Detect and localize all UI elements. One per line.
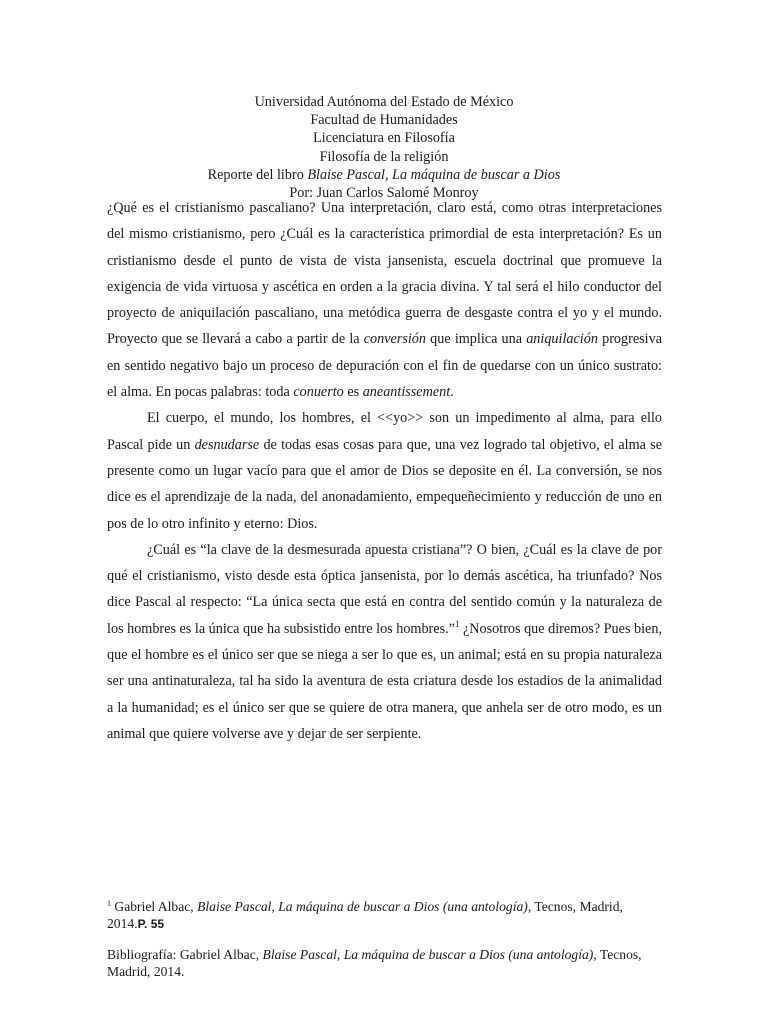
paragraph-1-italic-d: aneantissement [362,384,451,401]
paragraph-2-text-a: El cuerpo, el mundo, los hombres, el <<yo>> son un impedimento al alma, para ello Pascal pide un [107,410,662,453]
bibliography [107,946,662,980]
paragraph-1-italic-c: conuerto [293,384,344,401]
report-title [0,166,768,184]
paragraph-3-text-b: ¿Nosotros que diremos? Pues bien, que el hombre es el único ser que se niega a ser lo que es, un animal; está en su propia naturaleza ser una antinaturaleza, tal ha sido la aventura de esta criatura desde los estadios de la animalidad a la humanidad; es el único ser que se quiere de otra manera, que anhela ser de otro modo, es un animal que quiere volverse ave y dejar de ser serpiente. [107,620,662,742]
paragraph-1-text-c: progresiva en sentido negativo bajo un proceso de depuración con el fin de quedarse con un único sustrato: el alma. En pocas palabras: toda [107,331,662,401]
bibliography-text-b: , Tecnos, Madrid, 2014. [107,947,642,979]
footnote-text-b: , Tecnos, Madrid, 2014. [107,899,623,931]
paragraph-3 [107,537,662,747]
paragraph-2 [107,405,662,536]
degree-name: Licenciatura en Filosofía [313,130,455,147]
bibliography-book-title: Blaise Pascal, La máquina de buscar a Dios (una antología) [262,947,594,962]
paragraph-2-italic-a: desnudarse [194,436,260,453]
footnote-book-title: Blaise Pascal, La máquina de buscar a Dios (una antología) [197,899,528,914]
footnote-reference[interactable]: 1 [454,618,460,629]
paragraph-1 [107,195,662,405]
paragraph-2-text-b: de todas esas cosas para que, una vez logrado tal objetivo, el alma se presente como un lugar vacío para que el amor de Dios se deposite en él. La conversión, se nos dice es el aprendizaje de la nada, del anonadamiento, empequeñecimiento y reducción de uno en pos de lo otro infinito y eterno: Dios. [107,436,662,532]
bibliography-text-a: Bibliografía: Gabriel Albac, [107,947,263,962]
paragraph-1-text-d: es [343,384,363,401]
report-title-prefix: Reporte del libro [207,166,308,183]
report-body [107,195,662,747]
paragraph-1-text-e: . [450,384,454,401]
paragraph-1-italic-a: conversión [363,331,426,348]
book-title: Blaise Pascal, La máquina de buscar a Dios [307,166,561,183]
footnote-number: 1 [107,899,111,908]
footnote-text-a: Gabriel Albac, [111,899,198,914]
paragraph-1-italic-b: aniquilación [526,331,598,348]
footnote [107,898,662,933]
title-block [0,93,768,202]
paragraph-1-text-b: que implica una [426,331,527,348]
faculty-name: Facultad de Humanidades [310,112,458,129]
author-line: Por: Juan Carlos Salomé Monroy [289,185,479,202]
footnote-page: P. 55 [137,917,165,931]
course-name: Filosofía de la religión [319,148,449,165]
university-name: Universidad Autónoma del Estado de México [254,94,514,110]
paragraph-3-text-a: ¿Cuál es “la clave de la desmesurada apuesta cristiana”? O bien, ¿Cuál es la clave de por qué el cristianismo, visto desde esta óptica jansenista, por lo demás ascética, ha triunfado? Nos dice Pascal al respecto: “La única secta que está en contra del sentido común y la naturaleza de los hombres es la única que ha subsistido entre los hombres.” [107,541,662,637]
paragraph-1-text-a: ¿Qué es el cristianismo pascaliano? Una interpretación, claro está, como otras interpretaciones del mismo cristianismo, pero ¿Cuál es la característica primordial de esta interpretación? Es un cristianismo desde el punto de vista de vista jansenista, escuela doctrinal que promueve la exigencia de vida virtuosa y ascética en orden a la gracia divina. Y tal será el hilo conductor del proyecto de aniquilación pascaliano, una metódica guerra de desgaste contra el yo y el mundo. Proyecto que se llevará a cabo a partir de la [107,200,662,348]
